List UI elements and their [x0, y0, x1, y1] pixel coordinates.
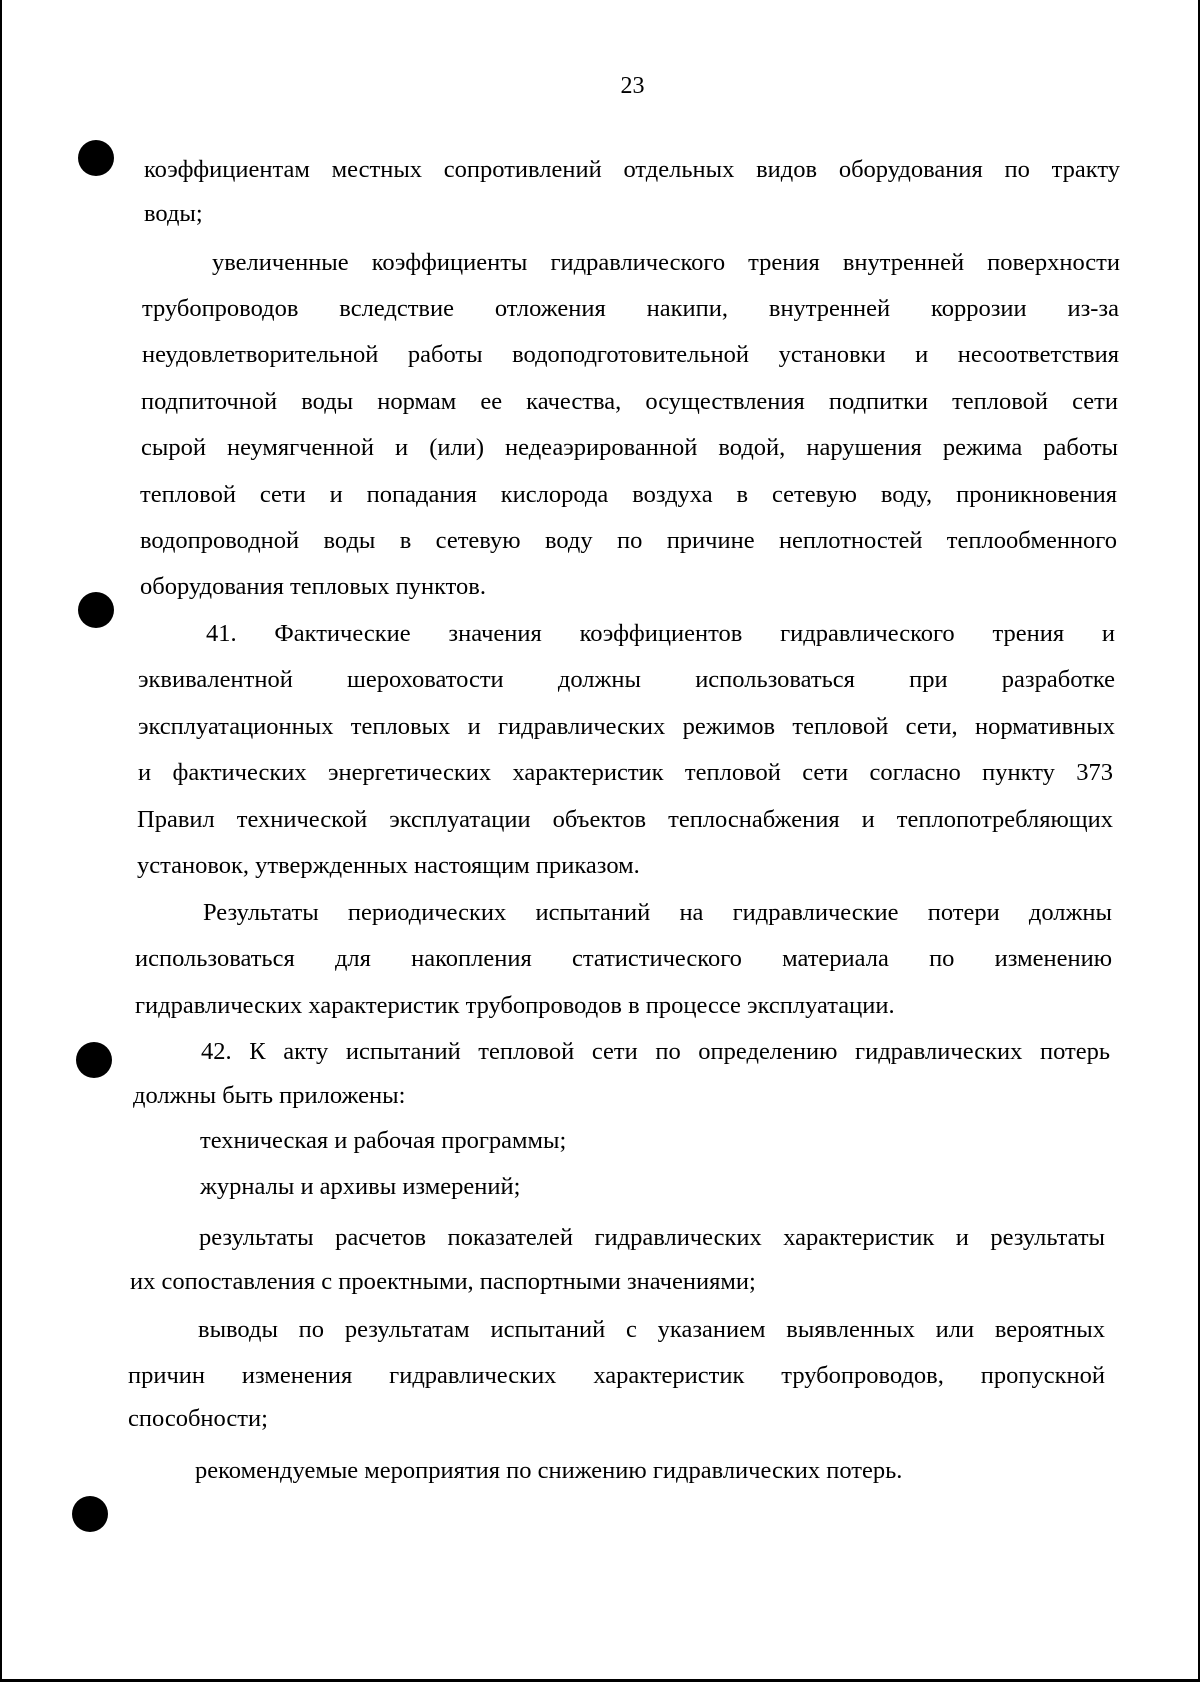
- text-line: техническая и рабочая программы;: [200, 1127, 567, 1154]
- text-line: 41. Фактические значения коэффициентов гидравлического трения и: [206, 620, 1115, 647]
- text-line: установок, утвержденных настоящим приказом.: [137, 852, 640, 879]
- text-line: трубопроводов вследствие отложения накипи, внутренней коррозии из-за: [142, 295, 1119, 322]
- text-line: неудовлетворительной работы водоподготовительной установки и несоответствия: [142, 341, 1119, 368]
- text-line: Правил технической эксплуатации объектов теплоснабжения и теплопотребляющих: [137, 806, 1113, 833]
- text-line: журналы и архивы измерений;: [200, 1173, 521, 1200]
- text-line: результаты расчетов показателей гидравлических характеристик и результаты: [199, 1224, 1105, 1251]
- text-line: способности;: [128, 1405, 268, 1432]
- text-line: их сопоставления с проектными, паспортными значениями;: [130, 1268, 756, 1295]
- text-line: воды;: [144, 200, 203, 227]
- text-line: подпиточной воды нормам ее качества, осуществления подпитки тепловой сети: [141, 388, 1118, 415]
- text-line: причин изменения гидравлических характеристик трубопроводов, пропускной: [128, 1362, 1105, 1389]
- text-line: коэффициентам местных сопротивлений отдельных видов оборудования по тракту: [144, 156, 1120, 183]
- text-line: тепловой сети и попадания кислорода воздуха в сетевую воду, проникновения: [140, 481, 1117, 508]
- text-line: гидравлических характеристик трубопроводов в процессе эксплуатации.: [135, 992, 895, 1019]
- text-line: увеличенные коэффициенты гидравлического трения внутренней поверхности: [212, 249, 1120, 276]
- punch-hole-mark: [72, 1496, 108, 1532]
- scan-border-left: [0, 0, 2, 1682]
- punch-hole-mark: [78, 592, 114, 628]
- text-line: эксплуатационных тепловых и гидравлических режимов тепловой сети, нормативных: [138, 713, 1115, 740]
- text-line: рекомендуемые мероприятия по снижению гидравлических потерь.: [195, 1457, 903, 1484]
- text-line: и фактических энергетических характеристик тепловой сети согласно пункту 373: [138, 759, 1113, 786]
- punch-hole-mark: [76, 1042, 112, 1078]
- punch-hole-mark: [78, 140, 114, 176]
- text-line: водопроводной воды в сетевую воду по причине неплотностей теплообменного: [140, 527, 1117, 554]
- page-number: 23: [620, 73, 645, 99]
- text-line: использоваться для накопления статистического материала по изменению: [135, 945, 1112, 972]
- text-line: должны быть приложены:: [133, 1082, 406, 1109]
- text-line: эквивалентной шероховатости должны использоваться при разработке: [138, 666, 1115, 693]
- text-line: выводы по результатам испытаний с указанием выявленных или вероятных: [198, 1316, 1105, 1343]
- text-line: оборудования тепловых пунктов.: [140, 573, 487, 600]
- text-line: сырой неумягченной и (или) недеаэрированной водой, нарушения режима работы: [141, 434, 1118, 461]
- text-line: 42. К акту испытаний тепловой сети по определению гидравлических потерь: [201, 1038, 1110, 1065]
- text-line: Результаты периодических испытаний на гидравлические потери должны: [203, 899, 1112, 926]
